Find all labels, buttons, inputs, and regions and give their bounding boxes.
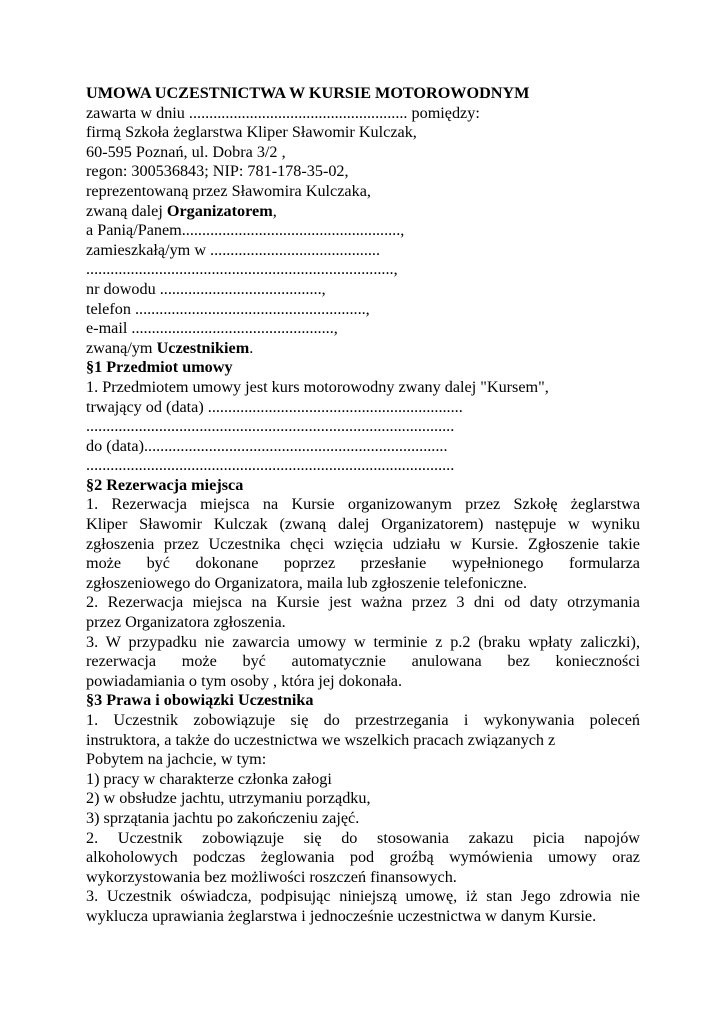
- section-3-p3-line: 3. Uczestnik oświadcza, podpisując niniejszą umowę, iż stan Jego zdrowia nie: [86, 887, 640, 906]
- section-3-p1-line: 1. Uczestnik zobowiązuje się do przestrzegania i wykonywania poleceń: [86, 711, 640, 729]
- participant-name-field: a Panią/Panem......................................................,: [86, 221, 405, 240]
- document-title: UMOWA UCZESTNICTWA W KURSIE MOTOROWODNYM: [86, 84, 530, 102]
- section-2-p3-line: rezerwacja może być automatycznie anulowana bez konieczności: [86, 652, 640, 671]
- header-line: zawarta w dniu ...................................................... pomiędzy:: [86, 103, 480, 122]
- section-2-p2-line: 2. Rezerwacja miejsca na Kursie jest ważna przez 3 dni od daty otrzymania: [86, 593, 640, 612]
- section-1-dotted-line: ...........................................................................................: [86, 417, 455, 436]
- section-3-heading: §3 Prawa i obowiązki Uczestnika: [86, 691, 314, 710]
- section-2-p1-last-line: zgłoszeniowego do Organizatora, maila lub zgłoszenie telefoniczne.: [86, 573, 528, 592]
- section-2-p3-last-line: powiadamiania o tym osoby , która jej dokonała.: [86, 671, 403, 690]
- organizer-prefix: zwaną dalej: [86, 201, 167, 220]
- organizer-term: Organizatorem: [166, 201, 273, 220]
- participant-suffix: .: [249, 338, 254, 357]
- section-1-date-from: trwający od (data) ...............................................................: [86, 397, 463, 416]
- section-3-p2-last-line: wykorzystowania bez możliwości roszczeń finansowych.: [86, 867, 457, 886]
- section-3-p3-last-line: wyklucza uprawiania żeglarstwa i jednocześnie uczestnictwa w danym Kursie.: [86, 906, 597, 925]
- organizer-definition: [86, 202, 640, 222]
- header-line: firmą Szkoła żeglarstwa Kliper Sławomir Kulczak,: [86, 123, 417, 142]
- section-1-dotted-line: ...........................................................................................: [86, 456, 455, 475]
- section-1-heading: §1 Przedmiot umowy: [86, 358, 233, 377]
- participant-term: Uczestnikiem: [156, 338, 250, 357]
- participant-email-field: e-mail ..................................................,: [86, 319, 338, 338]
- section-2-p1-line: może być dokonane poprzez przesłanie wypełnionego formularza: [86, 554, 640, 573]
- section-3-list-item: 2) w obsłudze jachtu, utrzymaniu porządku,: [86, 789, 371, 808]
- section-2-p1-line: 1. Rezerwacja miejsca na Kursie organizowanym przez Szkołę żeglarstwa: [86, 495, 640, 514]
- section-2-p1-line: zgłoszenia przez Uczestnika chęci wzięcia udziału w Kursie. Zgłoszenie takie: [86, 534, 640, 553]
- header-line: 60-595 Poznań, ul. Dobra 3/2 ,: [86, 142, 286, 161]
- section-2-p2-last-line: przez Organizatora zgłoszenia.: [86, 613, 286, 632]
- contract-document: [86, 84, 640, 927]
- section-2-p1-line: Kliper Sławomir Kulczak (zwaną dalej Organizatorem) następuje w wyniku: [86, 515, 640, 534]
- organizer-suffix: ,: [272, 201, 277, 220]
- participant-definition: [86, 339, 640, 359]
- participant-address-continued: ............................................................................,: [86, 260, 398, 279]
- section-1-date-to: do (data)...........................................................................: [86, 436, 448, 455]
- section-3-p1-line: instruktora, a także do uczestnictwa we wszelkich pracach związanych z: [86, 730, 556, 749]
- participant-address-field: zamieszkałą/ym w ..........................................: [86, 240, 381, 259]
- section-3-list-item: 3) sprzątania jachtu po zakończeniu zajęć.: [86, 808, 360, 827]
- section-3-list-item: 1) pracy w charakterze członka załogi: [86, 769, 332, 788]
- section-3-p2-line: alkoholowych podczas żeglowania pod groźbą wymówienia umowy oraz: [86, 848, 640, 867]
- participant-phone-field: telefon .........................................................,: [86, 299, 370, 318]
- header-line: regon: 300536843; NIP: 781-178-35-02,: [86, 162, 349, 181]
- section-3-p2-line: 2. Uczestnik zobowiązuje się do stosowania zakazu picia napojów: [86, 828, 640, 847]
- participant-prefix: zwaną/ym: [86, 338, 157, 357]
- section-1-line: 1. Przedmiotem umowy jest kurs motorowodny zwany dalej "Kursem",: [86, 377, 549, 396]
- section-2-p3-line: 3. W przypadku nie zawarcia umowy w terminie z p.2 (braku wpłaty zaliczki),: [86, 632, 640, 651]
- header-line: reprezentowaną przez Sławomira Kulczaka,: [86, 181, 371, 200]
- section-2-heading: §2 Rezerwacja miejsca: [86, 475, 244, 494]
- participant-id-field: nr dowodu ........................................,: [86, 279, 326, 298]
- section-3-p1-line: Pobytem na jachcie, w tym:: [86, 750, 267, 769]
